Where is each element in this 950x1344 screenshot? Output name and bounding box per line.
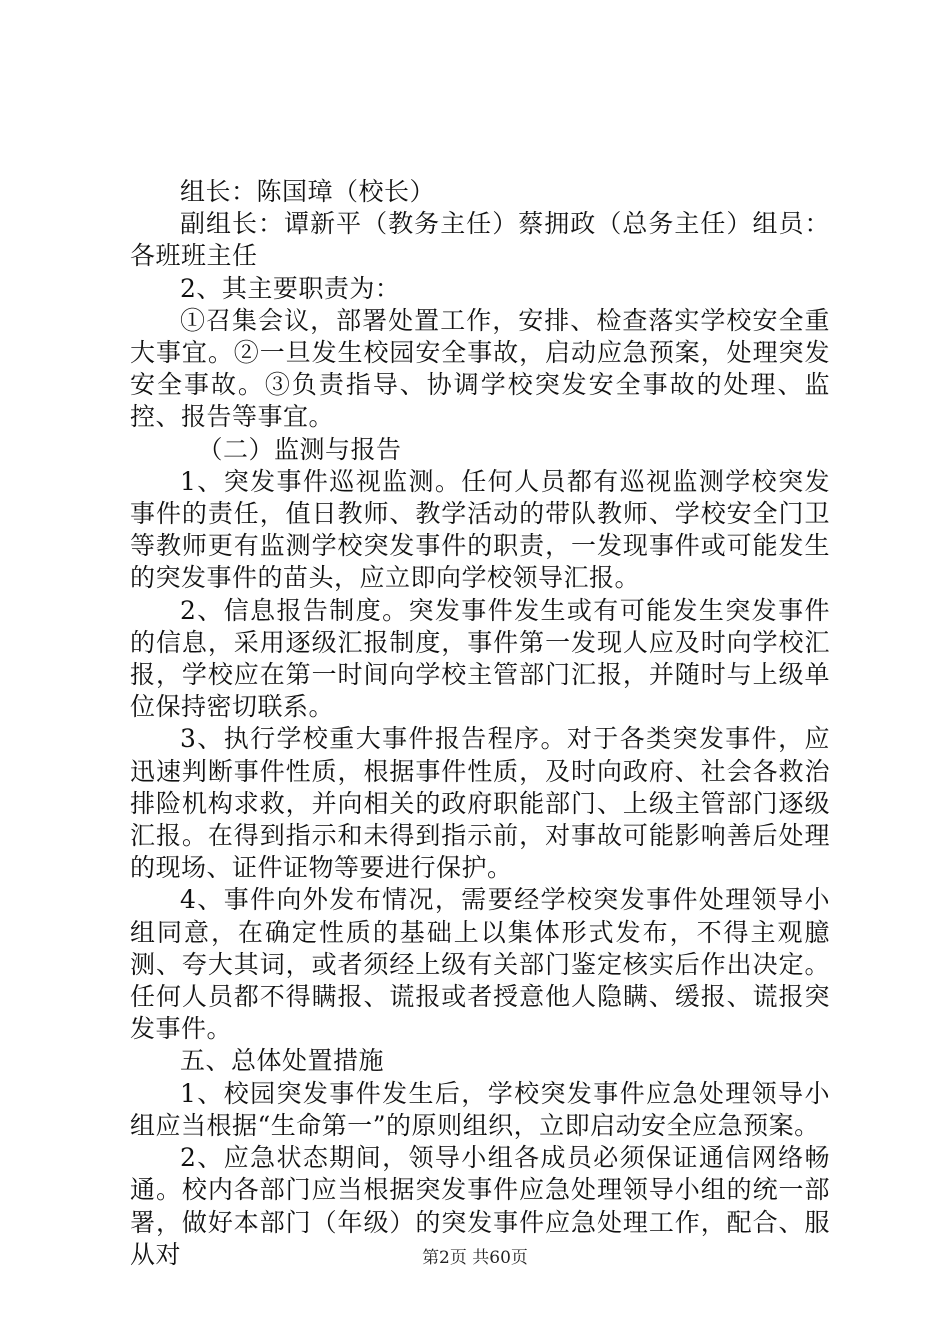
paragraph-duties-list: ①召集会议，部署处置工作，安排、检查落实学校安全重大事宜。②一旦发生校园安全事故，启动应急预案，处理突发安全事故。③负责指导、协调学校突发安全事故的处理、监控、报告等事宜。 [130, 305, 830, 432]
paragraph-patrol-monitoring: 1、突发事件巡视监测。任何人员都有巡视监测学校突发事件的责任，值日教师、教学活动的带队教师、学校安全门卫等教师更有监测学校突发事件的职责，一发现事件或可能发生的突发事件的苗头，应立即向学校领导汇报。 [130, 466, 830, 593]
paragraph-measure-1: 1、校园突发事件发生后，学校突发事件应急处理领导小组应当根据“生命第一”的原则组织，立即启动安全应急预案。 [130, 1078, 830, 1140]
section-heading-monitoring: （二）监测与报告 [197, 434, 402, 464]
section-heading-measures: 五、总体处置措施 [180, 1046, 385, 1076]
document-body [130, 176, 830, 1271]
paragraph-duties-heading: 2、其主要职责为： [180, 273, 401, 303]
paragraph-measure-2: 2、应急状态期间，领导小组各成员必须保证通信网络畅通。校内各部门应当根据突发事件应急处理领导小组的统一部署，做好本部门（年级）的突发事件应急处理工作，配合、服从对 [130, 1143, 830, 1269]
paragraph-deputy-leader: 副组长：谭新平（教务主任）蔡拥政（总务主任）组员：各班班主任 [130, 209, 830, 271]
page-footer: 第2页 共60页 [422, 1248, 528, 1268]
paragraph-major-event-procedure: 3、执行学校重大事件报告程序。对于各类突发事件，应迅速判断事件性质，根据事件性质，及时向政府、社会各救治排险机构求救，并向相关的政府职能部门、上级主管部门逐级汇报。在得到指示和未得到指示前，对事故可能影响善后处理的现场、证件证物等要进行保护。 [130, 724, 830, 883]
paragraph-leader: 组长：陈国璋（校长） [180, 177, 436, 206]
paragraph-external-release: 4、事件向外发布情况，需要经学校突发事件处理领导小组同意，在确定性质的基础上以集体形式发布，不得主观臆测、夸大其词，或者须经上级有关部门鉴定核实后作出决定。任何人员都不得瞒报、谎报或者授意他人隐瞒、缓报、谎报突发事件。 [130, 885, 830, 1044]
paragraph-reporting-system: 2、信息报告制度。突发事件发生或有可能发生突发事件的信息，采用逐级汇报制度，事件第一发现人应及时向学校汇报，学校应在第一时间向学校主管部门汇报，并随时与上级单位保持密切联系。 [130, 595, 830, 722]
